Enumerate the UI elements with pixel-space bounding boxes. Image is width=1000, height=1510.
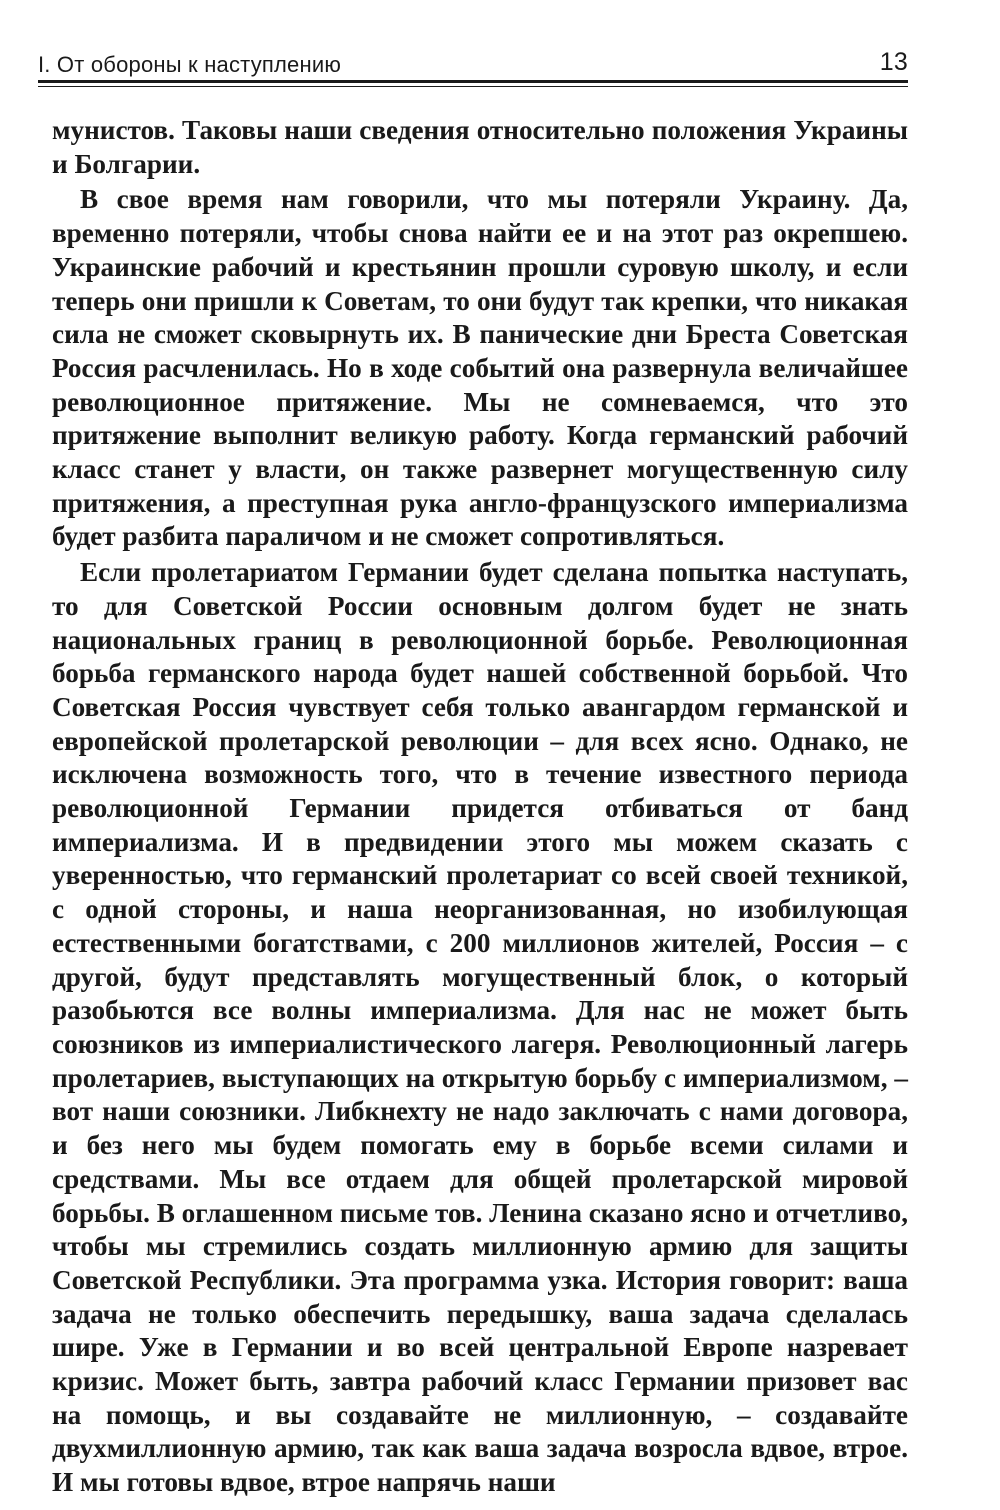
header-rule xyxy=(38,80,908,83)
paragraph: В свое время нам говорили, что мы потеряли Украину. Да, временно потеряли, чтобы снова найти ее и на этот раз окрепшею. Украинские рабочий и крестьянин прошли суровую школу, и если теперь они пришли к Советам, то они будут так крепки, что никакая сила не сможет сковырнуть их. В панические дни Бреста Советская Россия расчленилась. Но в ходе событий она развернула величайшее революционное притяжение. Мы не сомневаемся, что это притяжение выполнит великую работу. Когда германский рабочий класс станет у власти, он также развернет могущественную силу притяжения, а преступная рука англо-французского империализма будет разбита параличом и не сможет сопротивляться. xyxy=(52,184,908,552)
body-text xyxy=(52,114,908,1500)
paragraph-continued: мунистов. Таковы наши сведения относительно положения Украины и Болгарии. xyxy=(52,115,908,179)
paragraph: Если пролетариатом Германии будет сделана попытка наступать, то для Советской России основным долгом будет не знать национальных границ в революционной борьбе. Революционная борьба германского народа будет нашей собственной борьбой. Что Советская Россия чувствует себя только авангардом германской и европейской пролетарской революции – для всех ясно. Однако, не исключена возможность того, что в течение известного периода революционной Германии придется отбиваться от банд империализма. И в предвидении этого мы можем сказать с уверенностью, что германский пролетариат со всей своей техникой, с одной стороны, и наша неорганизованная, но изобилующая естественными богатствами, с 200 миллионов жителей, Россия – с другой, будут представлять могущественный блок, о который разобьются все волны империализма. Для нас не может быть союзников из империалистического лагеря. Революционный лагерь пролетариев, выступающих на открытую борьбу с империализмом, – вот наши союзники. Либкнехту не надо заключать с нами договора, и без него мы будем помогать ему в борьбе всеми силами и средствами. Мы все отдаем для общей пролетарской мировой борьбы. В оглашенном письме тов. Ленина сказано ясно и отчетливо, чтобы мы стремились создать миллионную армию для защиты Советской Республики. Эта программа узка. История говорит: ваша задача не только обеспечить передышку, ваша задача сделалась шире. Уже в Германии и во всей центральной Европе назревает кризис. Может быть, завтра рабочий класс Германии призовет вас на помощь, и вы создавайте не миллионную, – создавайте двухмиллионную армию, так как ваша задача возросла вдвое, втрое. И мы готовы вдвое, втрое напрячь наши xyxy=(52,557,908,1498)
page-number: 13 xyxy=(879,48,908,76)
header-rule-thin xyxy=(38,86,908,87)
running-header xyxy=(38,48,908,82)
chapter-title: I. От обороны к наступлению xyxy=(38,52,342,77)
